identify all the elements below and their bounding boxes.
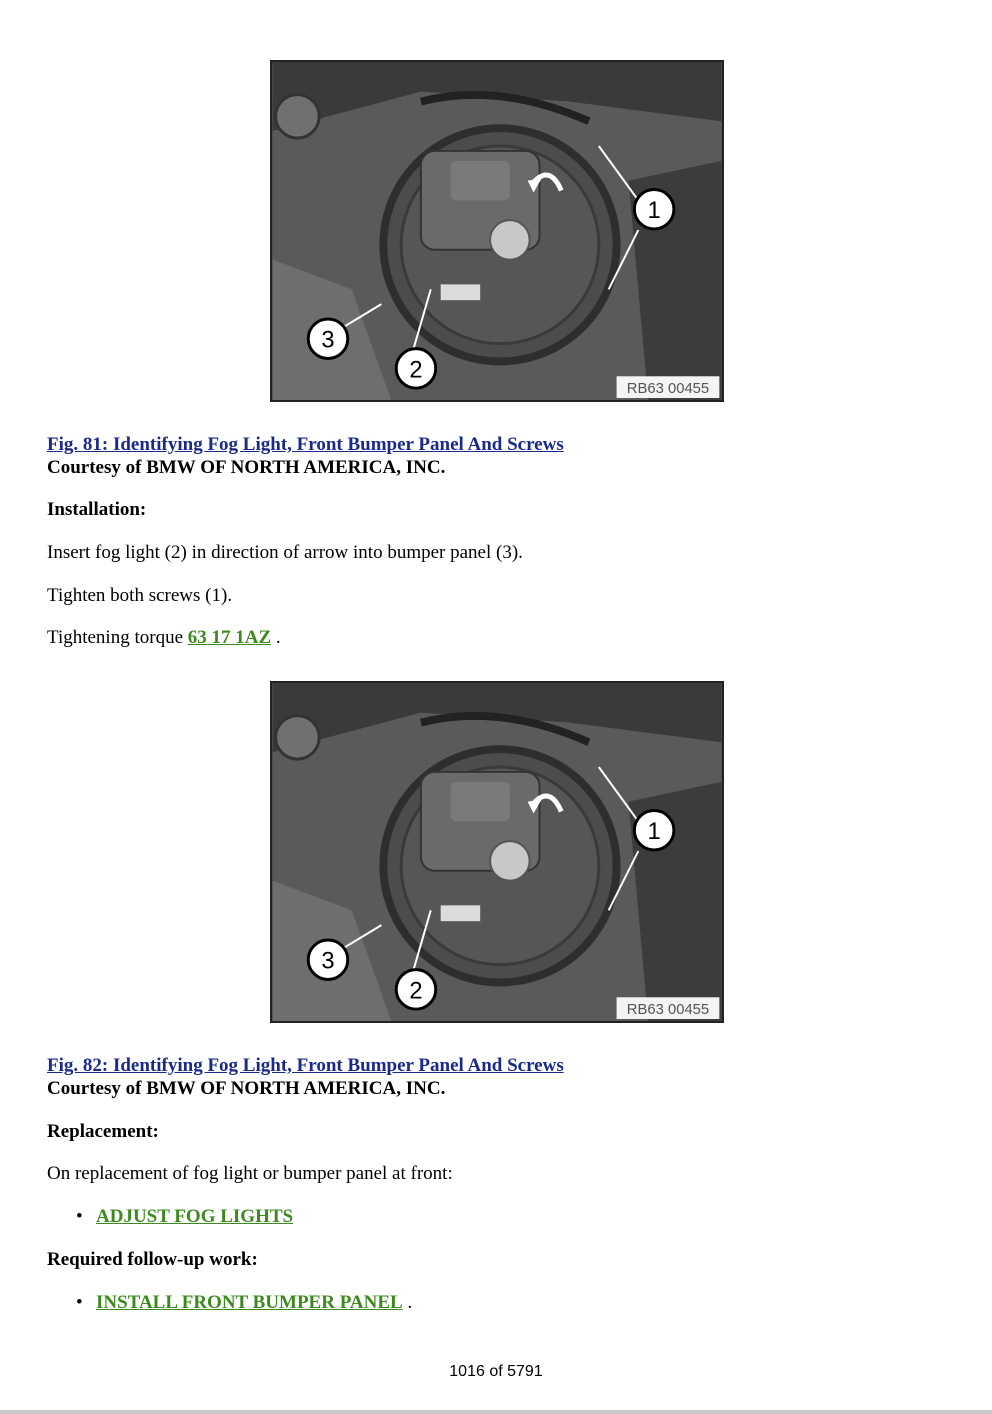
figure-82-image — [270, 681, 724, 1023]
adjust-fog-lights-link[interactable]: ADJUST FOG LIGHTS — [96, 1206, 294, 1227]
figure-82-caption[interactable] — [47, 1055, 564, 1077]
fog-light-photo-81 — [272, 62, 722, 400]
callout-2: 2 — [409, 978, 423, 1005]
callout-1: 1 — [647, 198, 661, 225]
list-item — [76, 1206, 293, 1228]
fog-light-photo-82 — [272, 683, 722, 1021]
torque-suffix: . — [271, 627, 281, 648]
installation-heading: Installation: — [47, 499, 147, 520]
followup-heading: Required follow-up work: — [47, 1249, 258, 1270]
torque-line — [47, 627, 281, 649]
torque-prefix: Tightening torque — [47, 627, 188, 648]
figure-82-courtesy: Courtesy of BMW OF NORTH AMERICA, INC. — [47, 1078, 446, 1099]
callout-3: 3 — [321, 948, 335, 975]
image-code: RB63 00455 — [626, 381, 710, 398]
torque-spec-link[interactable]: 63 17 1AZ — [187, 627, 272, 648]
figure-81-image — [270, 60, 724, 402]
page-number: 1016 of 5791 — [449, 1363, 543, 1380]
callout-1: 1 — [647, 819, 661, 846]
list-item — [76, 1292, 412, 1314]
image-code: RB63 00455 — [626, 1002, 710, 1019]
figure-81-caption[interactable] — [47, 434, 564, 456]
followup-suffix: . — [402, 1292, 413, 1313]
replacement-heading: Replacement: — [47, 1121, 159, 1142]
callout-3: 3 — [321, 327, 335, 354]
installation-step-1: Insert fog light (2) in direction of arrow into bumper panel (3). — [47, 542, 523, 563]
page-divider — [0, 1410, 992, 1414]
bullet-icon: • — [76, 1206, 83, 1227]
callout-2: 2 — [409, 357, 423, 384]
figure-81-courtesy: Courtesy of BMW OF NORTH AMERICA, INC. — [47, 457, 446, 478]
bullet-icon: • — [76, 1292, 83, 1313]
installation-step-2: Tighten both screws (1). — [47, 585, 233, 606]
replacement-text: On replacement of fog light or bumper panel at front: — [47, 1163, 453, 1184]
figure-82-link[interactable]: Fig. 82: Identifying Fog Light, Front Bumper Panel And Screws — [47, 1055, 564, 1076]
install-front-bumper-panel-link[interactable]: INSTALL FRONT BUMPER PANEL — [96, 1292, 403, 1313]
figure-81-link[interactable]: Fig. 81: Identifying Fog Light, Front Bumper Panel And Screws — [47, 434, 564, 455]
